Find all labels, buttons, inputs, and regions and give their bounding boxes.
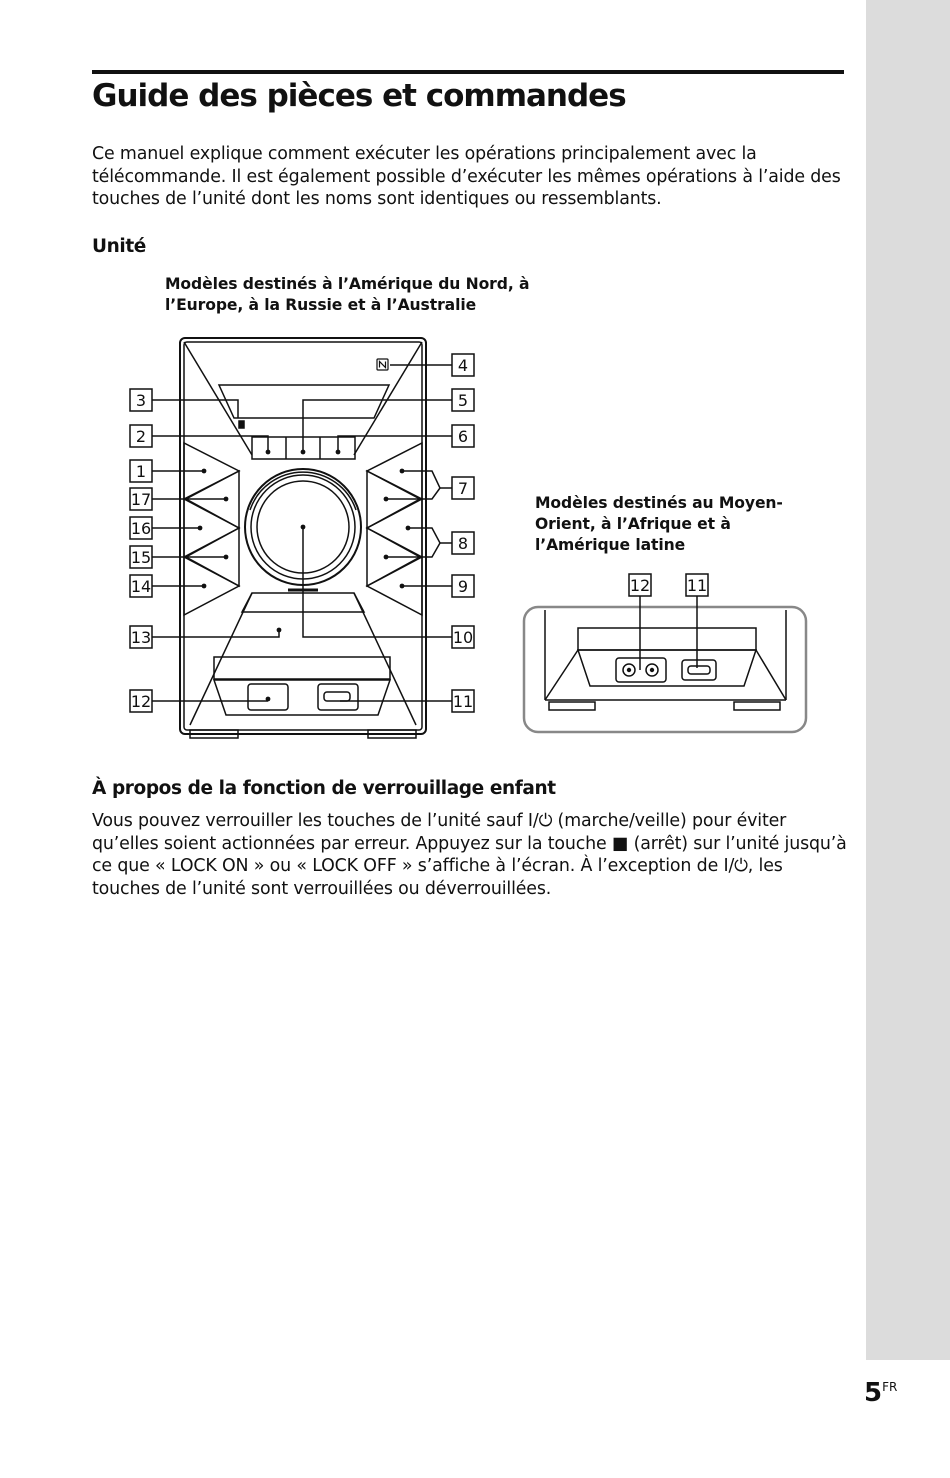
callout-14: 14 bbox=[130, 577, 152, 596]
section-heading-child-lock: À propos de la fonction de verrouillage enfant bbox=[92, 778, 556, 799]
button-dots bbox=[198, 450, 411, 702]
page-title: Guide des pièces et commandes bbox=[92, 78, 626, 114]
callout-2: 2 bbox=[135, 427, 147, 446]
child-lock-paragraph: Vous pouvez verrouiller les touches de l’unité sauf I/⏻ (marche/veille) pour éviter qu’elles soient actionnées par erreur. Appuyez sur la touche ■ (arrêt) sur l’unité jusqu’à ce que « LOCK ON » ou « LOCK OFF » s’affiche à l’écran. À l’exception de I/⏻, les touches de l’unité sont verrouillées ou déverrouillées. bbox=[92, 811, 847, 899]
caption-alt-models: Modèles destinés au Moyen-Orient, à l’Afrique et à l’Amérique latine bbox=[535, 494, 783, 554]
callout-4: 4 bbox=[457, 356, 469, 375]
callout-7: 7 bbox=[457, 479, 469, 498]
page-number-value: 5 bbox=[864, 1378, 883, 1408]
callout-3: 3 bbox=[135, 391, 147, 410]
callout-8: 8 bbox=[457, 534, 469, 553]
section-heading-unit: Unité bbox=[92, 236, 146, 257]
alt-callout-12: 12 bbox=[629, 576, 651, 595]
callout-9: 9 bbox=[457, 577, 469, 596]
callout-11: 11 bbox=[452, 692, 474, 711]
intro-paragraph: Ce manuel explique comment exécuter les opérations principalement avec la télécommande. Il est également possible d’exécuter les mêmes opérations à l’aide des touches de l’unité dont les noms sont identiques ou ressemblants. bbox=[92, 144, 841, 209]
page-language: FR bbox=[882, 1380, 898, 1394]
callout-13: 13 bbox=[130, 628, 152, 647]
callout-15: 15 bbox=[130, 548, 152, 567]
callout-1: 1 bbox=[135, 462, 147, 481]
leader-lines bbox=[152, 365, 452, 701]
callout-10: 10 bbox=[452, 628, 474, 647]
callout-6: 6 bbox=[457, 427, 469, 446]
alt-callout-11: 11 bbox=[686, 576, 708, 595]
callout-17: 17 bbox=[130, 490, 152, 509]
callout-12: 12 bbox=[130, 692, 152, 711]
callout-5: 5 bbox=[457, 391, 469, 410]
page-number bbox=[864, 1378, 897, 1408]
callout-16: 16 bbox=[130, 519, 152, 538]
caption-main-models: Modèles destinés à l’Amérique du Nord, à l’Europe, à la Russie et à l’Australie bbox=[165, 275, 530, 314]
alt-models-detail bbox=[524, 574, 806, 732]
